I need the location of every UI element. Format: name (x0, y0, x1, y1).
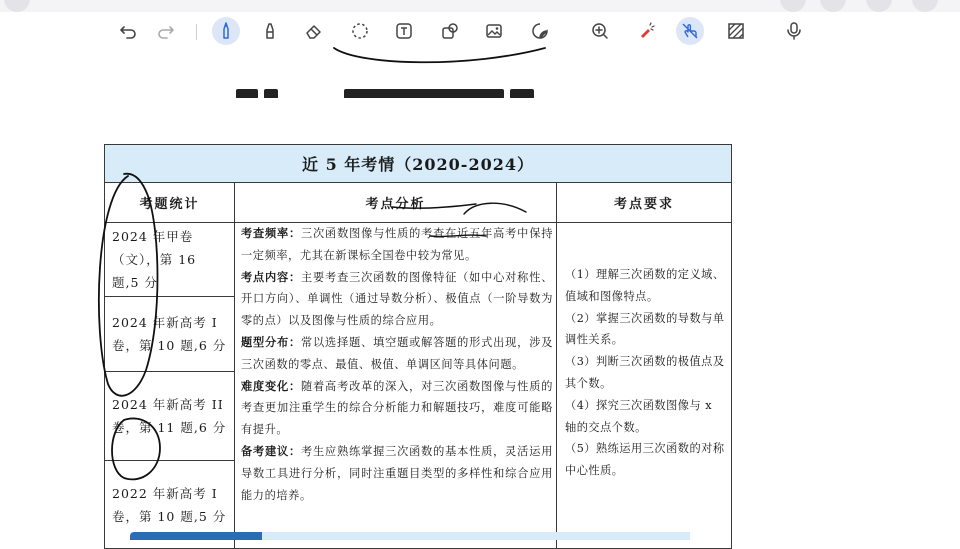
pen-tool-button[interactable] (212, 17, 240, 45)
image-icon (484, 21, 504, 41)
sticker-icon (530, 21, 550, 41)
text-box-icon (394, 21, 414, 41)
redo-button[interactable] (152, 17, 180, 45)
analysis-text (241, 223, 553, 506)
stat-cell: 2022 年新高考 I 卷，第 10 题,5 分 (112, 486, 227, 524)
laser-pointer-button[interactable] (632, 17, 660, 45)
column-divider (234, 182, 235, 549)
stat-cell: 2024 年新高考 I 卷，第 10 题,6 分 (112, 315, 227, 353)
section-band (262, 532, 690, 540)
analysis-paragraph-difficulty: 难度变化：随着高考改革的深入，对三次函数图像与性质的考查更加注重学生的综合分析能力和解题技巧，难度可能略有提升。 (241, 378, 553, 437)
analysis-paragraph-advice: 备考建议：考生应熟练掌握三次函数的基本性质，灵活运用导数工具进行分析，同时注重题目类型的多样性和综合应用能力的培养。 (241, 443, 553, 502)
requirement-item: （2）掌握三次函数的导数与单调性关系。 (565, 311, 725, 347)
highlighter-tool-button[interactable] (256, 17, 284, 45)
analysis-paragraph-frequency: 考查频率：三次函数图像与性质的考查在近五年高考中保持一定频率，尤其在新课标全国卷中较为常见。 (241, 226, 553, 262)
image-tool-button[interactable] (480, 17, 508, 45)
exam-analysis-table (104, 144, 732, 549)
touch-disabled-icon (680, 21, 700, 41)
analysis-paragraph-types: 题型分布：常以选择题、填空题或解答题的形式出现，涉及三次函数的零点、最值、极值、单调区间等具体问题。 (241, 334, 553, 371)
microphone-icon (784, 21, 804, 41)
highlighter-icon (260, 21, 280, 41)
shapes-icon (440, 21, 460, 41)
lasso-tool-button[interactable] (346, 17, 374, 45)
requirement-item: （3）判断三次函数的极值点及其个数。 (565, 355, 725, 390)
requirement-item: （1）理解三次函数的定义域、值域和图像特点。 (565, 268, 725, 303)
table-title: 近 5 年考情（2020-2024） (105, 145, 731, 183)
top-action-button-3[interactable] (866, 0, 892, 12)
cropped-heading-text (236, 84, 576, 98)
toolbar-divider (196, 24, 197, 40)
redo-icon (156, 21, 176, 41)
pen-icon (216, 21, 236, 41)
zoom-in-icon (590, 21, 610, 41)
undo-button[interactable] (114, 17, 142, 45)
column-header-requirements: 考点要求 (557, 182, 731, 223)
stat-cell: 2024 年甲卷（文），第 16 题,5 分 (112, 229, 197, 290)
back-circle-button[interactable] (4, 0, 30, 12)
touch-writing-toggle[interactable] (676, 17, 704, 45)
requirement-item: （4）探究三次函数图像与 x 轴的交点个数。 (565, 398, 713, 434)
top-action-button-1[interactable] (780, 0, 806, 12)
section-tab (130, 532, 262, 540)
lasso-icon (350, 21, 370, 41)
next-section-header (130, 532, 690, 540)
requirements-list (565, 264, 725, 482)
requirement-item: （5）熟练运用三次函数的对称中心性质。 (565, 442, 725, 478)
microphone-button[interactable] (780, 17, 808, 45)
document-page[interactable] (0, 50, 960, 540)
sticker-tool-button[interactable] (526, 17, 554, 45)
stat-cell: 2024 年新高考 II 卷，第 11 题,6 分 (112, 397, 227, 435)
top-action-button-2[interactable] (820, 0, 846, 12)
system-status-strip (0, 0, 960, 12)
top-action-button-4[interactable] (912, 0, 938, 12)
eraser-tool-button[interactable] (300, 17, 328, 45)
pattern-background-button[interactable] (722, 17, 750, 45)
column-header-analysis: 考点分析 (235, 182, 556, 223)
analysis-paragraph-content: 考点内容：主要考查三次函数的图像特征（如中心对称性、开口方向）、单调性（通过导数分析）、极值点（一阶导数为零的点）以及图像与性质的综合应用。 (241, 269, 553, 328)
shapes-tool-button[interactable] (436, 17, 464, 45)
column-divider (556, 182, 557, 549)
laser-pointer-icon (636, 21, 656, 41)
text-tool-button[interactable] (390, 17, 418, 45)
zoom-tool-button[interactable] (586, 17, 614, 45)
pattern-icon (726, 21, 746, 41)
drawing-toolbar (0, 12, 960, 51)
column-header-stats: 考题统计 (105, 182, 234, 223)
undo-icon (118, 21, 138, 41)
eraser-icon (304, 21, 324, 41)
